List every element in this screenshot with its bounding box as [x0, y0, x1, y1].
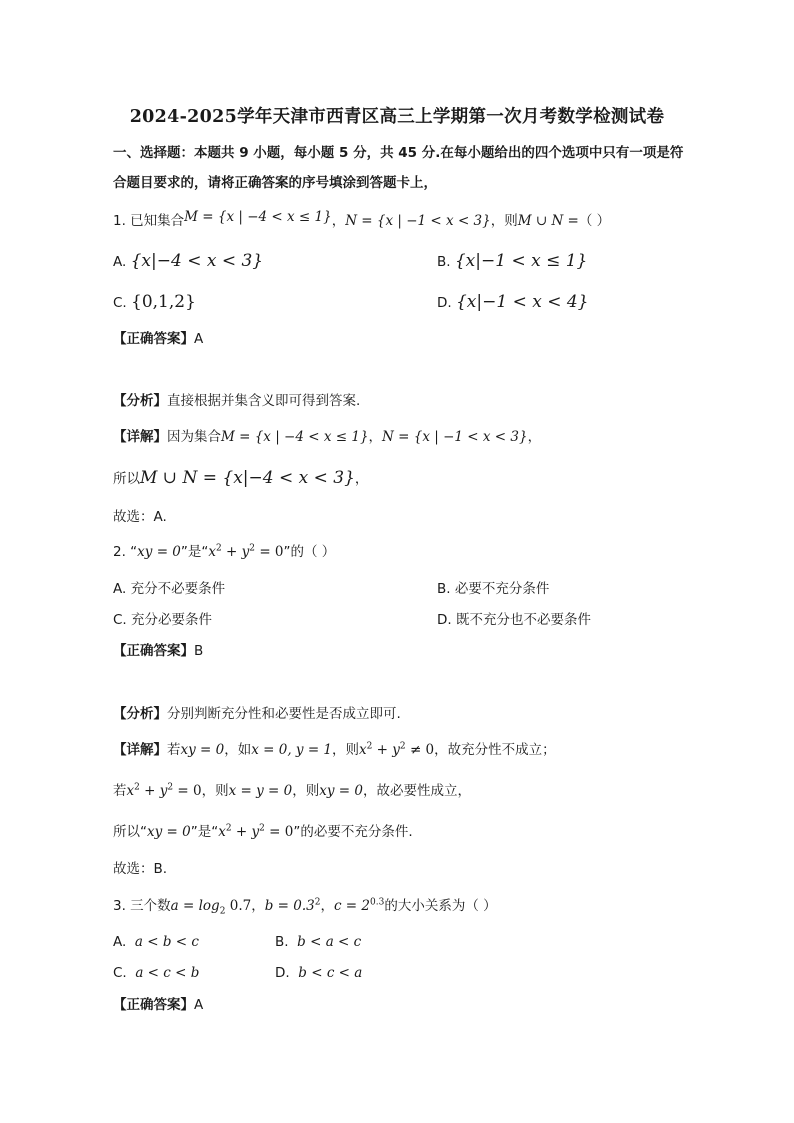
q2-option-c: C. 充分必要条件	[113, 612, 213, 628]
q2-d2-d: = 0	[173, 783, 202, 799]
q1-option-a	[113, 251, 263, 272]
q2-d1-h: ≠ 0	[405, 742, 435, 758]
q2-d3-d: x	[218, 824, 226, 840]
q2-d2-sq1: 2	[134, 782, 140, 793]
q2-analysis-text: 分别判断充分性和必要性是否成立即可.	[167, 706, 401, 722]
q2-stem	[113, 542, 335, 562]
q3-option-a-label: A.	[113, 934, 127, 950]
q1-option-d	[437, 292, 589, 313]
q2-detail-tag: 【详解】	[113, 742, 167, 758]
q1-paren: （ ）	[578, 213, 611, 229]
q3-option-d	[275, 963, 362, 983]
q2-cond1: xy = 0	[137, 544, 181, 560]
q1-set-m: M = {x | −4 < x ≤ 1}	[184, 209, 332, 225]
q2-d2-a: 若	[113, 783, 127, 799]
q1-stem	[113, 211, 610, 231]
q3-option-a	[113, 932, 199, 952]
q1-option-d-label: D.	[437, 295, 452, 311]
q3-option-d-text: b < c < a	[298, 965, 363, 981]
q2-d1-f: x	[359, 742, 367, 758]
q3-option-d-label: D.	[275, 965, 290, 981]
q2-d2-g: ，则	[292, 783, 320, 799]
q1-so-expr: M ∪ N = {x|−4 < x < 3}	[140, 468, 355, 488]
q3-stem	[113, 896, 497, 916]
q1-option-c	[113, 292, 196, 313]
q3-a-expr: a = log	[170, 898, 220, 914]
q2-mid: ”是“	[180, 544, 209, 560]
q1-so-end: ，	[354, 471, 369, 487]
q2-d2-c: + y	[139, 783, 168, 799]
section-instructions-line2: 合题目要求的，请将正确答案的序号填涂到答题卡上，	[113, 175, 437, 191]
q2-cond2-tail: = 0	[255, 544, 284, 560]
q2-option-a: A. 充分不必要条件	[113, 581, 226, 597]
q1-option-a-text: {x|−4 < x < 3}	[130, 251, 264, 271]
q1-detail	[113, 427, 541, 447]
q2-d1-i: ，故充分性不成立；	[434, 742, 556, 758]
q3-b-expr: b = 0.3	[264, 898, 315, 914]
section-instructions-line1: 一、选择题：本题共 9 小题，每小题 5 分，共 45 分.在每小题给出的四个选项中只有一项是符	[113, 145, 684, 161]
q2-cond2-x: x	[208, 544, 217, 560]
q1-option-b-text: {x|−1 < x ≤ 1}	[454, 251, 588, 271]
q2-detail-line2	[113, 781, 471, 801]
q3-prefix: 3. 三个数	[113, 898, 171, 914]
q2-suffix: ”的（ ）	[283, 544, 336, 560]
q2-option-b: B. 必要不充分条件	[437, 581, 550, 597]
q1-answer-value: A	[194, 331, 204, 347]
q2-d1-g: + y	[372, 742, 400, 758]
q2-answer-value: B	[194, 643, 204, 659]
q1-detail-pre: 因为集合	[167, 429, 221, 445]
q2-answer	[113, 641, 203, 661]
q2-d2-sq2: 2	[167, 782, 174, 793]
q2-d1-c: ，如	[224, 742, 252, 758]
q1-answer	[113, 329, 203, 349]
q1-ask-pre: ，则	[490, 213, 518, 229]
q2-d1-e: ，则	[332, 742, 360, 758]
q1-option-b	[437, 251, 587, 272]
q1-option-d-text: {x|−1 < x < 4}	[455, 292, 589, 312]
q1-ask-expr: M ∪ N =	[517, 213, 579, 229]
q2-d1-a: 若	[167, 742, 181, 758]
q2-d1-b: xy = 0	[180, 742, 225, 758]
q2-d3-f: = 0	[264, 824, 294, 840]
q1-analysis	[113, 391, 360, 411]
q1-option-c-text: {0,1,2}	[131, 292, 196, 312]
q2-analysis-tag: 【分析】	[113, 706, 167, 722]
q2-detail-line3	[113, 822, 413, 842]
q3-c-sup: 0.3	[370, 897, 385, 908]
q2-cond2-sq2: 2	[249, 543, 256, 554]
q3-sep2: ，	[320, 898, 334, 914]
q2-d3-a: 所以“	[113, 824, 147, 840]
q2-d2-h: xy = 0	[319, 783, 363, 799]
q2-cond2-sq1: 2	[216, 543, 222, 554]
q1-choose: 故选：A.	[113, 509, 167, 525]
q2-d1-sq2: 2	[399, 741, 406, 752]
q3-a-val: 0.7	[225, 898, 252, 914]
q1-detail-set-n: N = {x | −1 < x < 3}	[382, 429, 528, 445]
q2-d2-i: ，故必要性成立，	[362, 783, 471, 799]
q2-detail-line1	[113, 740, 556, 760]
q3-option-b-text: b < a < c	[297, 934, 362, 950]
q1-analysis-tag: 【分析】	[113, 393, 167, 409]
q1-detail-sep: ，	[368, 429, 383, 445]
q2-choose: 故选：B.	[113, 861, 168, 877]
q1-answer-tag: 【正确答案】	[113, 331, 194, 347]
q2-d3-g: ”的必要不充分条件.	[293, 824, 413, 840]
q2-d1-d: x = 0, y = 1	[251, 742, 333, 758]
q1-conclusion	[113, 468, 368, 489]
q2-d3-sq1: 2	[225, 823, 232, 834]
q2-d2-b: x	[126, 783, 135, 799]
q1-so-pre: 所以	[113, 471, 140, 487]
q1-detail-end: ，	[527, 429, 542, 445]
q2-analysis	[113, 704, 401, 724]
q1-sep: ，	[331, 213, 346, 229]
q3-answer-value: A	[194, 997, 204, 1013]
q3-suffix: 的大小关系为（ ）	[384, 898, 497, 914]
q2-d3-sq2: 2	[259, 823, 265, 834]
q1-prefix: 1. 已知集合	[113, 213, 185, 229]
q3-option-b	[275, 932, 361, 952]
q2-d3-e: + y	[231, 824, 260, 840]
q2-d2-f: x = y = 0	[228, 783, 293, 799]
page-title: 2024-2025学年天津市西青区高三上学期第一次月考数学检测试卷	[129, 107, 665, 127]
q3-c-expr: c = 2	[333, 898, 370, 914]
q3-option-c-label: C.	[113, 965, 127, 981]
q2-cond2-y: + y	[221, 544, 250, 560]
q2-prefix: 2. “	[113, 544, 138, 560]
q2-answer-tag: 【正确答案】	[113, 643, 194, 659]
q3-a-sub: 2	[219, 906, 226, 917]
q3-option-a-text: a < b < c	[134, 934, 199, 950]
q3-option-c	[113, 963, 199, 983]
q3-option-c-text: a < c < b	[135, 965, 200, 981]
q3-answer-tag: 【正确答案】	[113, 997, 194, 1013]
q2-d3-c: ”是“	[190, 824, 219, 840]
q1-detail-tag: 【详解】	[113, 429, 167, 445]
q1-analysis-text: 直接根据并集含义即可得到答案.	[167, 393, 361, 409]
q1-option-c-label: C.	[113, 295, 127, 311]
q1-detail-set-m: M = {x | −4 < x ≤ 1}	[221, 429, 369, 445]
q2-d1-sq1: 2	[366, 741, 373, 752]
q3-b-sup: 2	[314, 897, 321, 908]
q2-d3-b: xy = 0	[147, 824, 191, 840]
q3-sep1: ，	[251, 898, 265, 914]
q1-option-b-label: B.	[437, 254, 451, 270]
q3-answer	[113, 995, 203, 1015]
q3-option-b-label: B.	[275, 934, 289, 950]
q2-option-d: D. 既不充分也不必要条件	[437, 612, 591, 628]
q1-option-a-label: A.	[113, 254, 127, 270]
q1-set-n: N = {x | −1 < x < 3}	[345, 213, 491, 229]
q2-d2-e: ，则	[201, 783, 229, 799]
